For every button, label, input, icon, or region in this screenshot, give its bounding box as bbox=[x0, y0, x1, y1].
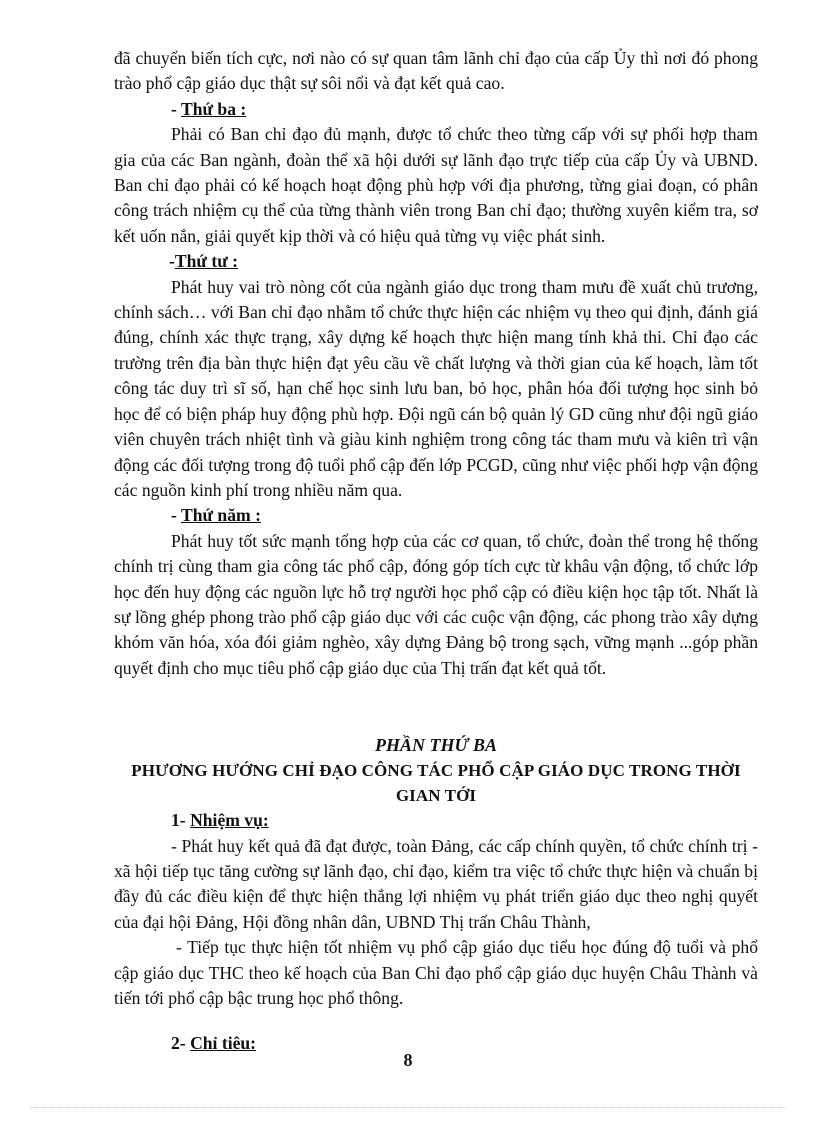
paragraph-thu-tu: Phát huy vai trò nòng cốt của ngành giáo dục trong tham mưu đề xuất chủ trương, chính sách… với Ban chỉ đạo nhằm tổ chức thực hiện các nhiệm vụ theo qui định, đánh giá đúng, chính xác thực trạng, xây dựng kế hoạch thực hiện mang tính khả thi. Chỉ đạo các trường trên địa bàn thực hiện đạt yêu cầu về chất lượng và thời gian của kế hoạch, làm tốt công tác duy trì sĩ số, hạn chế học sinh lưu ban, bỏ học, phân hóa đối tượng học sinh bỏ học để có biện pháp huy động phù hợp. Đội ngũ cán bộ quản lý GD cũng như đội ngũ giáo viên chuyên trách nhiệt tình và giàu kinh nghiệm trong công tác tham mưu và kiên trì vận động các đối tượng trong độ tuổi phổ cập đến lớp PCGD, cũng như việc phối hợp vận động các nguồn kinh phí trong nhiều năm qua. bbox=[114, 276, 758, 500]
paragraph-thu-ba: Phải có Ban chỉ đạo đủ mạnh, được tổ chức theo từng cấp với sự phối hợp tham gia của các Ban ngành, đoàn thể xã hội dưới sự lãnh đạo trực tiếp của cấp Ủy và UBND. Ban chỉ đạo phải có kế hoạch hoạt động phù hợp với địa phương, từng giai đoạn, có phân công trách nhiệm cụ thể của từng thành viên trong Ban chỉ đạo; thường xuyên kiểm tra, sơ kết uốn nắn, giải quyết kịp thời và có hiệu quả từng vụ việc phát sinh. bbox=[114, 124, 758, 246]
page-number: 8 bbox=[403, 1050, 413, 1070]
heading-thu-ba bbox=[114, 97, 758, 122]
section-heading-text: Nhiệm vụ: bbox=[190, 810, 269, 831]
section-heading-nhiem-vu bbox=[114, 808, 758, 833]
section-number: 2- bbox=[171, 1033, 191, 1054]
heading-prefix: - bbox=[171, 505, 181, 526]
heading-prefix: - bbox=[169, 251, 175, 272]
heading-thu-tu bbox=[114, 249, 758, 274]
heading-text: Thứ tư : bbox=[174, 251, 239, 272]
nhiem-vu-item-1: - Phát huy kết quả đã đạt được, toàn Đảng, các cấp chính quyền, tổ chức chính trị - xã hội tiếp tục tăng cường sự lãnh đạo, chỉ đạo, kiểm tra việc tổ chức thực hiện và chuẩn bị đầy đủ các điều kiện để thực hiện thắng lợi nhiệm vụ phát triển giáo dục theo nghị quyết của đại hội Đảng, Hội đồng nhân dân, UBND Thị trấn Châu Thành, bbox=[114, 835, 758, 932]
section-heading-text: Chỉ tiêu: bbox=[190, 1033, 257, 1054]
heading-text: Thứ năm : bbox=[180, 505, 261, 526]
nhiem-vu-item-2: - Tiếp tục thực hiện tốt nhiệm vụ phổ cập giáo dục tiểu học đúng độ tuổi và phổ cập giáo dục THC theo kế hoạch của Ban Chỉ đạo phổ cập giáo dục huyện Châu Thành và tiến tới phổ cập bậc trung học phổ thông. bbox=[114, 937, 758, 1008]
heading-text: Thứ ba : bbox=[180, 98, 247, 119]
heading-prefix: - bbox=[171, 98, 181, 119]
spacer bbox=[114, 1011, 758, 1031]
part-title: PHƯƠNG HƯỚNG CHỈ ĐẠO CÔNG TÁC PHỔ CẬP GIÁO DỤC TRONG THỜI GIAN TỚI bbox=[131, 761, 741, 806]
part-label: PHẦN THỨ BA bbox=[375, 735, 497, 756]
document-page bbox=[114, 46, 758, 1057]
intro-paragraph: đã chuyển biến tích cực, nơi nào có sự quan tâm lãnh chỉ đạo của cấp Ủy thì nơi đó phong trào phổ cập giáo dục thật sự sôi nổi và đạt kết quả cao. bbox=[114, 48, 758, 94]
paragraph-thu-nam: Phát huy tốt sức mạnh tổng hợp của các cơ quan, tổ chức, đoàn thể trong hệ thống chính trị cùng tham gia công tác phổ cập, đóng góp tích cực từ khâu vận động, tổ chức lớp học đến huy động các nguồn lực hỗ trợ người học phổ cập có điều kiện học tập tốt. Nhất là sự lồng ghép phong trào phổ cập giáo dục với các cuộc vận động, các phong trào xây dựng khóm văn hóa, xóa đói giảm nghèo, xây dựng Đảng bộ trong sạch, vững mạnh ...góp phần quyết định cho mục tiêu phổ cập giáo dục của Thị trấn đạt kết quả tốt. bbox=[114, 530, 758, 678]
page-bottom-divider bbox=[30, 1107, 786, 1108]
section-number: 1- bbox=[171, 810, 191, 831]
heading-thu-nam bbox=[114, 503, 758, 528]
